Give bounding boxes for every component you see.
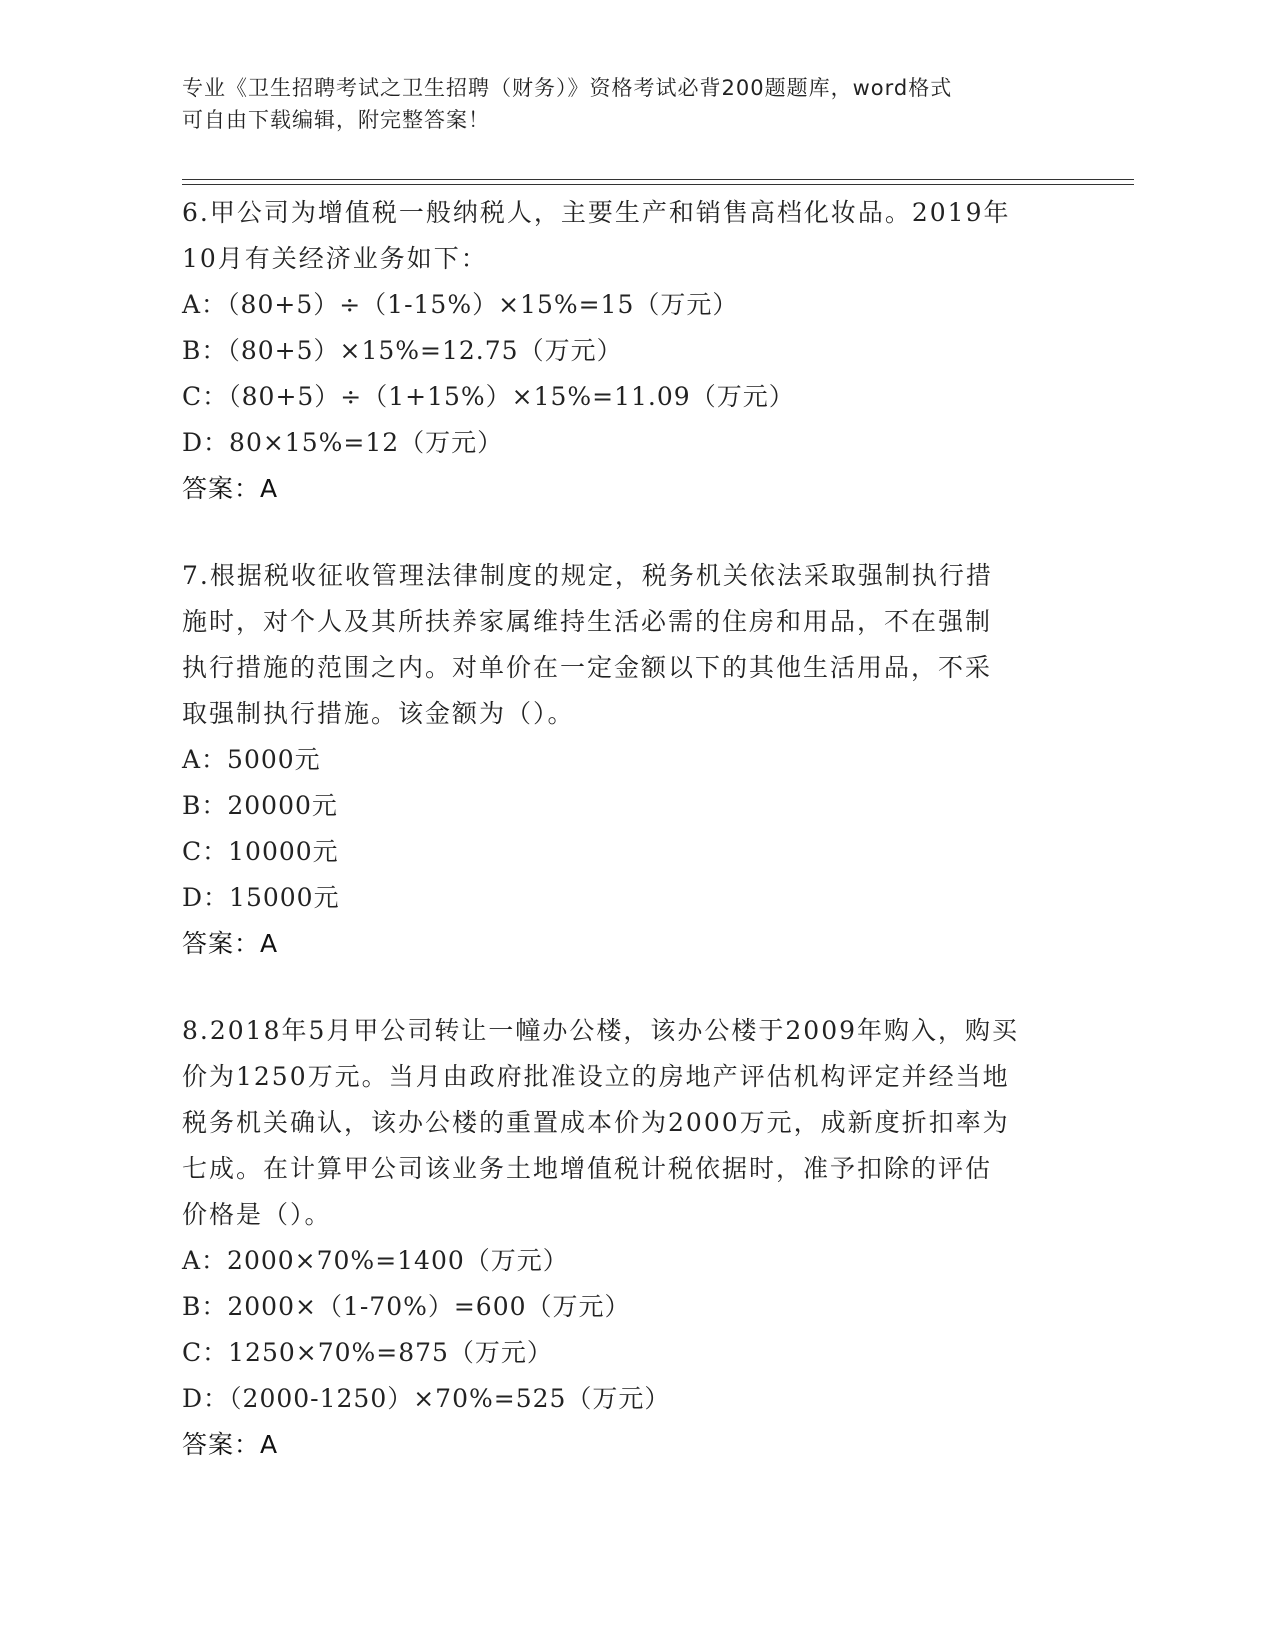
option-c: C：（80+5）÷（1+15%）×15%=11.09（万元） xyxy=(182,382,795,411)
question-text-line: 执行措施的范围之内。对单价在一定金额以下的其他生活用品，不采 xyxy=(182,653,993,682)
question-text-line: 七成。在计算甲公司该业务土地增值税计税依据时，准予扣除的评估 xyxy=(182,1154,993,1183)
question-text-line: 价为1250万元。当月由政府批准设立的房地产评估机构评定并经当地 xyxy=(182,1062,1010,1091)
option-c: C：1250×70%=875（万元） xyxy=(182,1338,553,1367)
question-text-line: 7.根据税收征收管理法律制度的规定，税务机关依法采取强制执行措 xyxy=(182,561,993,590)
document-header xyxy=(182,72,1062,136)
question-6 xyxy=(182,190,1062,512)
question-text-line: 6.甲公司为增值税一般纳税人，主要生产和销售高档化妆品。2019年 xyxy=(182,198,1011,227)
header-line-1: 专业《卫生招聘考试之卫生招聘（财务）》资格考试必背200题题库，word格式 xyxy=(182,76,953,100)
option-b: B：2000×（1-70%）=600（万元） xyxy=(182,1292,631,1321)
question-text-line: 10月有关经济业务如下： xyxy=(182,244,488,273)
question-text-line: 施时，对个人及其所扶养家属维持生活必需的住房和用品，不在强制 xyxy=(182,607,993,636)
option-a: A：5000元 xyxy=(182,745,321,774)
answer-label: 答案：A xyxy=(182,929,279,958)
question-8 xyxy=(182,1008,1062,1468)
option-d: D：15000元 xyxy=(182,883,340,912)
header-divider-bottom xyxy=(182,184,1134,185)
option-b: B：（80+5）×15%=12.75（万元） xyxy=(182,336,623,365)
question-7 xyxy=(182,553,1062,967)
answer-label: 答案：A xyxy=(182,1430,279,1459)
option-b: B：20000元 xyxy=(182,791,338,820)
option-a: A：（80+5）÷（1-15%）×15%=15（万元） xyxy=(182,290,739,319)
option-d: D：80×15%=12（万元） xyxy=(182,428,504,457)
option-c: C：10000元 xyxy=(182,837,339,866)
question-text-line: 8.2018年5月甲公司转让一幢办公楼，该办公楼于2009年购入，购买 xyxy=(182,1016,1020,1045)
question-text-line: 价格是（）。 xyxy=(182,1200,332,1229)
header-divider-top xyxy=(182,179,1134,180)
question-text-line: 取强制执行措施。该金额为（）。 xyxy=(182,699,575,728)
answer-label: 答案：A xyxy=(182,474,279,503)
option-a: A：2000×70%=1400（万元） xyxy=(182,1246,569,1275)
question-text-line: 税务机关确认，该办公楼的重置成本价为2000万元，成新度折扣率为 xyxy=(182,1108,1010,1137)
header-line-2: 可自由下载编辑，附完整答案！ xyxy=(182,108,490,132)
option-d: D：（2000-1250）×70%=525（万元） xyxy=(182,1384,671,1413)
